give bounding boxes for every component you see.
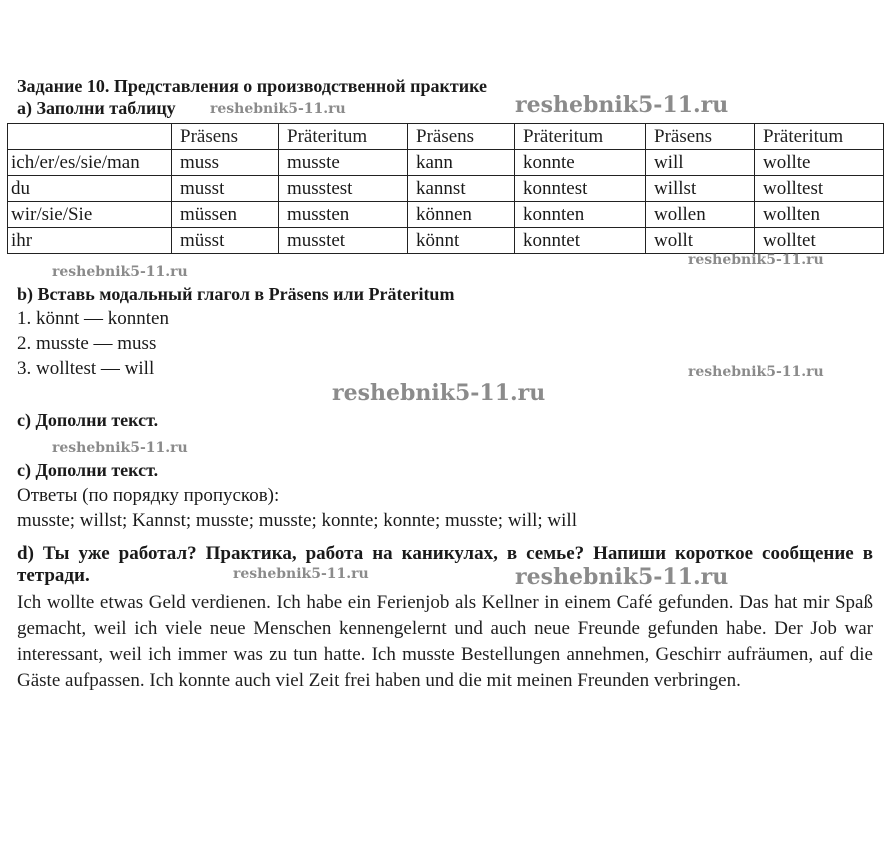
table-cell: müssen [172, 202, 279, 228]
section-c-title: с) Дополни текст. [17, 410, 159, 430]
section-d-text: Ich wollte etwas Geld verdienen. Ich habe ein Ferienjob als Kellner in einem Café gefunden. Das hat mir Spaß gemacht, weil ich viele neue Menschen kennengelernt und auch neue Freunde gefunden habe. Der Job war interessant, weil ich immer was zu tun hatte. Ich musste Bestellungen annehmen, Geschirr aufräumen, auf die Gäste aufpassen. Ich konnte auch viel Zeit frei haben und die mit meinen Freunden verbringen. [17, 592, 873, 691]
table-row [8, 202, 884, 228]
table-cell: ihr [8, 228, 172, 254]
section-c-answers: musste; willst; Kannst; musste; musste; konnte; konnte; musste; will; will [17, 510, 577, 531]
watermark: reshebnik5-11.ru [210, 101, 346, 117]
table-cell: musstest [279, 176, 408, 202]
watermark: reshebnik5-11.ru [688, 364, 824, 380]
table-header-cell: Präsens [646, 124, 755, 150]
table-header-cell: Präsens [172, 124, 279, 150]
table-cell: kann [408, 150, 515, 176]
watermark: reshebnik5-11.ru [52, 440, 188, 456]
section-a-title: а) Заполни таблицу [17, 98, 176, 118]
table-cell: willst [646, 176, 755, 202]
table-cell: müsst [172, 228, 279, 254]
table-cell: ich/er/es/sie/man [8, 150, 172, 176]
table-cell: mussten [279, 202, 408, 228]
section-b-item: 1. könnt — konnten [17, 308, 169, 329]
table-header-cell [8, 124, 172, 150]
table-cell: konntest [515, 176, 646, 202]
section-c-answers-label: Ответы (по порядку пропусков): [17, 485, 280, 506]
section-b-title: b) Вставь модальный глагол в Präsens или Präteritum [17, 284, 455, 304]
verb-table [7, 123, 884, 254]
table-cell: wollen [646, 202, 755, 228]
table-header-cell: Präsens [408, 124, 515, 150]
table-cell: musste [279, 150, 408, 176]
table-cell: will [646, 150, 755, 176]
watermark: reshebnik5-11.ru [52, 264, 188, 280]
table-row [8, 228, 884, 254]
table-cell: konntet [515, 228, 646, 254]
table-header-row [8, 124, 884, 150]
table-cell: wollten [755, 202, 884, 228]
watermark: reshebnik5-11.ru [332, 380, 546, 406]
table-cell: muss [172, 150, 279, 176]
table-header-cell: Präteritum [515, 124, 646, 150]
table-cell: wir/sie/Sie [8, 202, 172, 228]
table-row [8, 176, 884, 202]
table-header-cell: Präteritum [279, 124, 408, 150]
table-cell: wollt [646, 228, 755, 254]
table-cell: können [408, 202, 515, 228]
table-cell: kannst [408, 176, 515, 202]
section-c-title-repeat: с) Дополни текст. [17, 460, 159, 480]
table-cell: musst [172, 176, 279, 202]
watermark: reshebnik5-11.ru [233, 566, 369, 582]
section-b-item: 3. wolltest — will [17, 358, 155, 379]
table-cell: du [8, 176, 172, 202]
watermark: reshebnik5-11.ru [515, 92, 729, 118]
section-b-item: 2. musste — muss [17, 333, 157, 354]
watermark: reshebnik5-11.ru [515, 564, 729, 590]
section-d-title: d) Ты уже работал? Практика, работа на каникулах, в семье? Напиши короткое сообщение в тетради. [17, 543, 873, 586]
table-header-cell: Präteritum [755, 124, 884, 150]
watermark: reshebnik5-11.ru [688, 252, 824, 268]
table-cell: wolltest [755, 176, 884, 202]
table-cell: wollte [755, 150, 884, 176]
table-cell: musstet [279, 228, 408, 254]
table-cell: könnt [408, 228, 515, 254]
table-cell: konnten [515, 202, 646, 228]
table-cell: konnte [515, 150, 646, 176]
task-title: Задание 10. Представления о производственной практике [17, 76, 488, 96]
table-row [8, 150, 884, 176]
table-cell: wolltet [755, 228, 884, 254]
